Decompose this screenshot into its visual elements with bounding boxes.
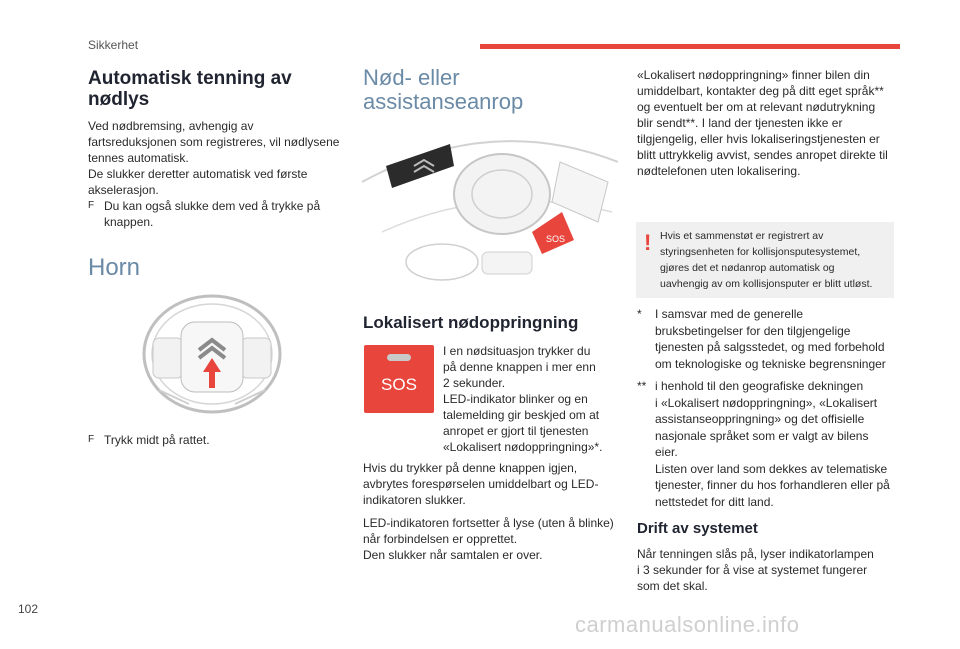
footnote-2: ** i henhold til den geografiske dekningen i «Lokalisert nødoppringning», «Lokalisert assistanseoppringning» og det offisielle nasjonale språket som er valgt av bilens eier. Listen over land som dekkes av telematiske tjenester, finner du hos forhandleren eller på nettstedet for ditt land. — [637, 379, 890, 509]
footnote-1: * I samsvar med de generelle bruksbetingelser for den tilgjengelige tjenesten på salgsstedet, og med forbehold om teknologiske og tekniske begrensninger — [637, 307, 886, 371]
paragraph-cancel: Hvis du trykker på denne knappen igjen, avbrytes forespørselen umiddelbart og LED- indikatoren slukker. — [363, 461, 599, 507]
bullet-arrow-icon: F — [88, 200, 95, 211]
paragraph-localisation: «Lokalisert nødoppringning» finner bilen din umiddelbart, kontakter deg på ditt eget språk** og eventuelt ber om at relevant nødutrykning blir sendt**. I land der tjenesten ikke er tilgjengelig, eller hvis lokaliseringstjenesten er blitt uttrykkelig avvist, sendes anropet direkte til nødtelefonen uten lokalisering. — [637, 68, 888, 178]
page-number: 102 — [18, 602, 39, 616]
bullet-horn: F Trykk midt på rattet. — [88, 433, 210, 447]
heading-automatic-hazard: Automatisk tenning av nødlys — [88, 68, 292, 110]
section-label: Sikkerhet — [88, 38, 139, 52]
heading-horn: Horn — [88, 254, 141, 281]
paragraph-system-operation: Når tenningen slås på, lyser indikatorlampen i 3 sekunder for å vise at systemet fungerer som det skal. — [637, 547, 874, 593]
svg-text:SOS: SOS — [546, 234, 566, 244]
heading-system-operation: Drift av systemet — [637, 520, 758, 537]
steering-wheel-illustration — [137, 292, 287, 417]
heading-localised-call: Lokalisert nødoppringning — [363, 313, 579, 332]
bullet-switch-off: F Du kan også slukke dem ved å trykke på knappen. — [88, 199, 321, 229]
warning-icon: ! — [644, 230, 652, 255]
warning-box — [636, 222, 894, 298]
heading-emergency-call: Nød- eller assistanseanrop — [363, 65, 524, 114]
paragraph-sos: I en nødsituasjon trykker du på denne knappen i mer enn 2 sekunder. LED-indikator blinker og en talemelding gir beskjed om at anropet er gjort til tjenesten «Lokalisert nødoppringning»*. — [443, 344, 603, 454]
sos-label: SOS — [381, 375, 417, 394]
ceiling-console-illustration — [362, 122, 618, 294]
watermark: carmanualsonline.info — [575, 612, 800, 637]
warning-text: Hvis et sammenstøt er registrert av styringsenheten for kollisjonsputesystemet, gjøres det et nødanrop automatisk og uavhengig av om kollisjonsputer er blitt utløst. — [660, 230, 873, 290]
sos-button[interactable] — [364, 345, 434, 413]
header-accent-bar — [480, 44, 900, 49]
paragraph-hazard: Ved nødbremsing, avhengig av fartsreduksjonen som registreres, vil nødlysene tennes automatisk. De slukker deretter automatisk ved første akselerasjon. F Du kan også slukke dem ved å trykke på knappen. — [88, 118, 358, 230]
sos-led-indicator — [387, 354, 411, 361]
paragraph-led: LED-indikatoren fortsetter å lyse (uten å blinke) når forbindelsen er opprettet. Den slukker når samtalen er over. — [363, 516, 614, 562]
